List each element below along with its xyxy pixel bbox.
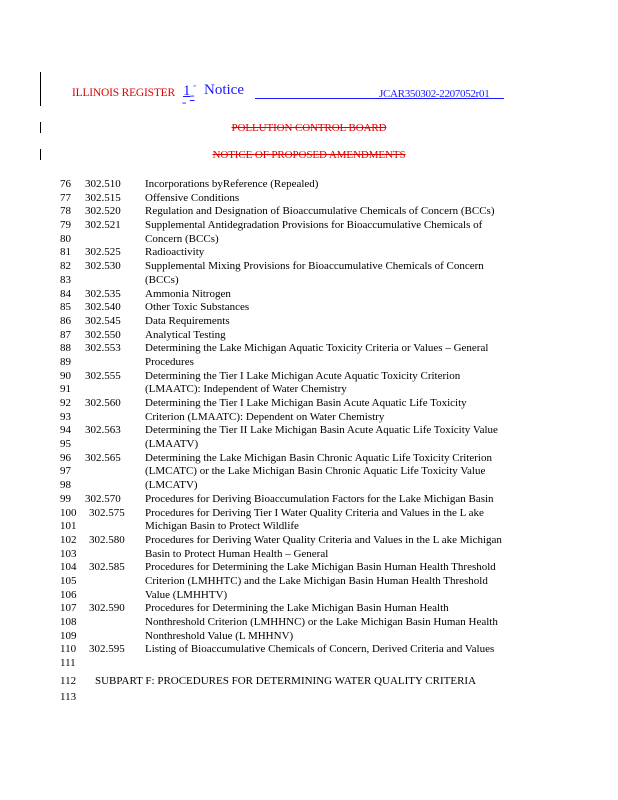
line-number: 90	[60, 369, 71, 382]
line-number: 111	[60, 657, 76, 670]
line-number: 85	[60, 301, 71, 314]
line-number: 91	[60, 383, 71, 396]
section-row	[60, 411, 580, 425]
page-number: 1	[183, 83, 191, 99]
section-row	[60, 383, 580, 397]
line-number: 84	[60, 287, 71, 300]
section-row	[60, 288, 580, 302]
line-number: 103	[60, 547, 77, 560]
section-heading: Procedures for Deriving Tier I Water Quality Criteria and Values in the L ake	[145, 506, 484, 519]
section-row	[60, 452, 580, 466]
line-number: 88	[60, 342, 71, 355]
line-number: 104	[60, 561, 77, 574]
section-heading: (LMCATC) or the Lake Michigan Basin Chronic Aquatic Life Toxicity Value	[145, 465, 486, 478]
line-number: 77	[60, 191, 71, 204]
line-number: 98	[60, 479, 71, 492]
section-number: 302.590	[89, 602, 125, 615]
section-row	[60, 630, 580, 644]
section-row	[60, 301, 580, 315]
line-number: 89	[60, 355, 71, 368]
section-heading: Criterion (LMAATC): Dependent on Water Chemistry	[145, 410, 385, 423]
section-number: 302.580	[89, 533, 125, 546]
section-heading: Procedures for Deriving Water Quality Criteria and Values in the L ake Michigan	[145, 533, 502, 546]
section-row	[60, 507, 580, 521]
section-heading: Nonthreshold Value (L MHHNV)	[145, 629, 294, 642]
section-heading: Regulation and Designation of Bioaccumulative Chemicals of Concern (BCCs)	[145, 205, 495, 218]
revision-mark: =	[190, 92, 195, 101]
section-row	[60, 178, 580, 192]
subpart-row	[60, 675, 580, 689]
section-row	[60, 520, 580, 534]
line-number: 95	[60, 438, 71, 451]
section-row	[60, 356, 580, 370]
section-heading: Procedures for Determining the Lake Michigan Basin Human Health Threshold	[145, 561, 496, 574]
line-number: 87	[60, 328, 71, 341]
section-row	[60, 548, 580, 562]
section-row	[60, 657, 580, 671]
line-number: 113	[60, 691, 77, 704]
line-number: 93	[60, 410, 71, 423]
section-heading: Procedures for Determining the Lake Michigan Basin Human Health	[145, 602, 449, 615]
section-number: 302.553	[85, 342, 121, 355]
section-heading: Procedures	[145, 355, 194, 368]
section-number: 302.520	[85, 205, 121, 218]
section-number: 302.521	[85, 219, 121, 232]
section-row	[60, 205, 580, 219]
section-number: 302.530	[85, 260, 121, 273]
section-heading: Determining the Tier I Lake Michigan Acute Aquatic Toxicity Criterion	[145, 369, 461, 382]
section-number: 302.510	[85, 178, 121, 190]
section-row	[60, 534, 580, 548]
line-number: 102	[60, 533, 77, 546]
register-title: ILLINOIS REGISTER	[72, 87, 175, 99]
section-row	[60, 479, 580, 493]
subpart-heading: SUBPART F: PROCEDURES FOR DETERMINING WATER QUALITY CRITERIA	[95, 674, 477, 687]
section-row	[60, 192, 580, 206]
section-number: 302.570	[85, 492, 121, 505]
line-number: 79	[60, 219, 71, 232]
section-heading: (LMCATV)	[145, 479, 198, 492]
section-row	[60, 438, 580, 452]
line-number: 109	[60, 629, 77, 642]
change-bar	[40, 72, 41, 106]
line-number: 86	[60, 314, 71, 327]
section-row	[60, 561, 580, 575]
agency-title: POLLUTION CONTROL BOARD	[231, 122, 387, 134]
jcar-code: JCAR350302-2207052r01	[379, 88, 490, 100]
section-heading: Nonthreshold Criterion (LMHHNC) or the Lake Michigan Basin Human Health	[145, 616, 498, 628]
section-number: 302.595	[89, 643, 125, 656]
revision-mark: =	[182, 99, 187, 108]
revision-mark: =	[193, 84, 197, 90]
line-number: 101	[60, 520, 77, 533]
section-heading: Offensive Conditions	[145, 191, 240, 204]
section-number: 302.560	[85, 397, 121, 409]
section-heading: Supplemental Antidegradation Provisions for Bioaccumulative Chemicals of	[145, 219, 483, 232]
section-heading: Incorporations byReference (Repealed)	[145, 178, 319, 190]
line-number: 83	[60, 273, 71, 286]
notice-title: NOTICE OF PROPOSED AMENDMENTS	[212, 149, 406, 161]
section-number: 302.535	[85, 287, 121, 300]
line-number: 76	[60, 178, 71, 190]
section-heading: Ammonia Nitrogen	[145, 287, 231, 300]
section-row	[60, 465, 580, 479]
line-number: 80	[60, 232, 71, 245]
section-number: 302.565	[85, 451, 121, 464]
section-row	[60, 589, 580, 603]
line-number: 81	[60, 246, 71, 259]
line-number: 92	[60, 397, 71, 409]
section-heading: (BCCs)	[145, 273, 179, 286]
section-row	[60, 493, 580, 507]
section-number: 302.545	[85, 314, 121, 327]
line-number: 97	[60, 465, 71, 478]
section-row	[60, 370, 580, 384]
line-number: 100	[60, 506, 77, 519]
section-row	[60, 329, 580, 343]
section-number: 302.575	[89, 506, 125, 519]
section-row	[60, 233, 580, 247]
section-heading: Determining the Tier I Lake Michigan Basin Acute Aquatic Life Toxicity	[145, 397, 467, 409]
section-heading: Listing of Bioaccumulative Chemicals of Concern, Derived Criteria and Values	[145, 643, 495, 656]
line-number: 94	[60, 424, 71, 437]
section-row	[60, 575, 580, 589]
section-heading: Michigan Basin to Protect Wildlife	[145, 520, 299, 533]
section-row	[60, 246, 580, 260]
section-row	[60, 315, 580, 329]
section-heading: Other Toxic Substances	[145, 301, 250, 314]
section-heading: Determining the Lake Michigan Aquatic Toxicity Criteria or Values – General	[145, 342, 489, 355]
section-row	[60, 219, 580, 233]
section-row	[60, 616, 580, 630]
line-number: 106	[60, 588, 77, 601]
section-heading: (LMAATV)	[145, 438, 199, 451]
section-number: 302.550	[85, 328, 121, 341]
line-number: 99	[60, 492, 71, 505]
section-row	[60, 342, 580, 356]
section-list	[60, 178, 580, 705]
section-heading: (LMAATC): Independent of Water Chemistry	[145, 383, 347, 396]
section-row	[60, 260, 580, 274]
section-number: 302.525	[85, 246, 121, 259]
line-number: 108	[60, 616, 77, 628]
section-heading: Criterion (LMHHTC) and the Lake Michigan Basin Human Health Threshold	[145, 574, 488, 587]
section-row	[60, 602, 580, 616]
line-number: 107	[60, 602, 77, 615]
section-row	[60, 643, 580, 657]
section-number: 302.585	[89, 561, 125, 574]
section-heading: Value (LMHHTV)	[145, 588, 228, 601]
section-heading: Procedures for Deriving Bioaccumulation Factors for the Lake Michigan Basin	[145, 492, 494, 505]
section-heading: Radioactivity	[145, 246, 205, 259]
section-row	[60, 397, 580, 411]
line-number: 78	[60, 205, 71, 218]
section-row	[60, 274, 580, 288]
section-row	[60, 691, 580, 705]
section-heading: Analytical Testing	[145, 328, 226, 341]
section-heading: Determining the Tier II Lake Michigan Basin Acute Aquatic Life Toxicity Value	[145, 424, 498, 437]
section-heading: Data Requirements	[145, 314, 230, 327]
section-number: 302.515	[85, 191, 121, 204]
line-number: 112	[60, 674, 77, 687]
line-number: 82	[60, 260, 71, 273]
section-number: 302.555	[85, 369, 121, 382]
section-heading: Concern (BCCs)	[145, 232, 219, 245]
line-number: 110	[60, 643, 77, 656]
section-number: 302.563	[85, 424, 121, 437]
section-heading: Determining the Lake Michigan Basin Chronic Aquatic Life Toxicity Criterion	[145, 451, 492, 464]
notice-label: Notice	[204, 82, 244, 98]
section-row	[60, 424, 580, 438]
line-number: 96	[60, 451, 71, 464]
section-heading: Supplemental Mixing Provisions for Bioaccumulative Chemicals of Concern	[145, 260, 484, 273]
section-heading: Basin to Protect Human Health – General	[145, 547, 329, 560]
line-number: 105	[60, 574, 77, 587]
section-number: 302.540	[85, 301, 121, 314]
